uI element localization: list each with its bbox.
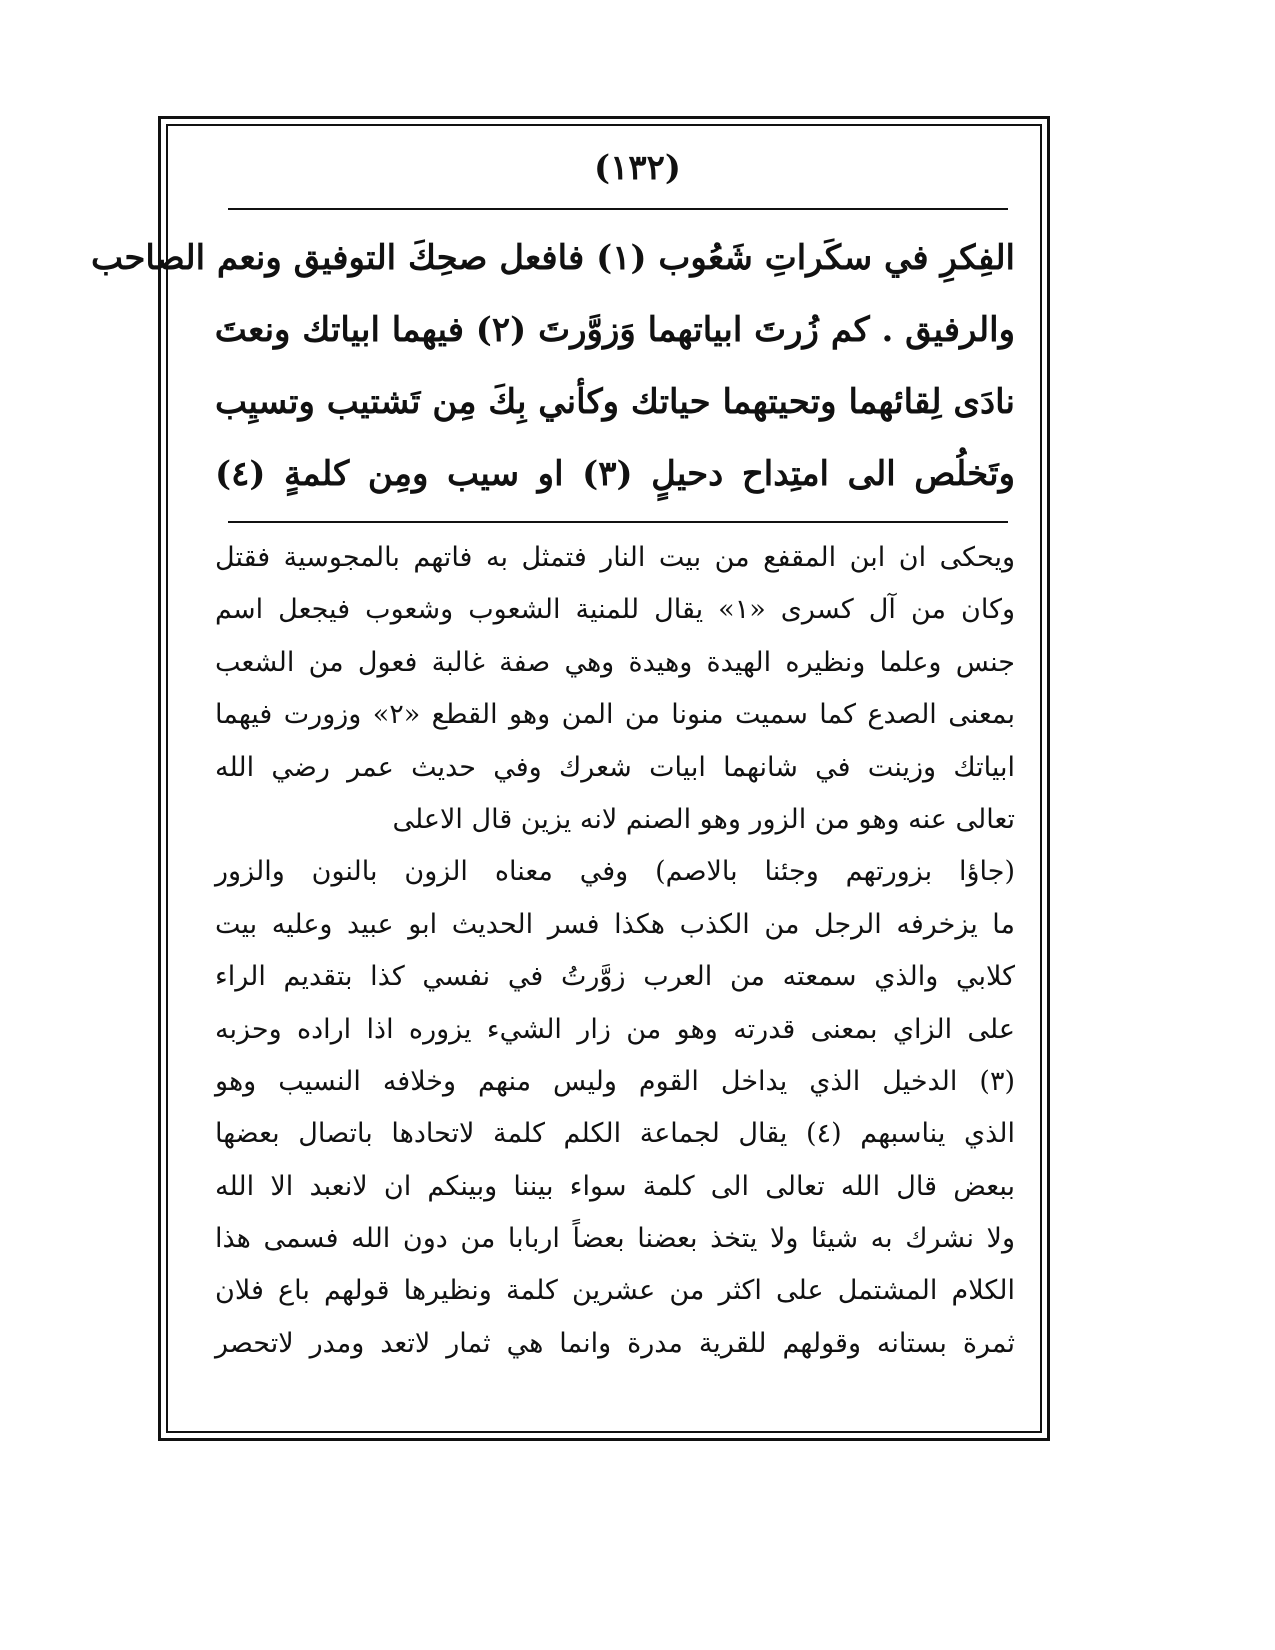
commentary-line: ببعض قال الله تعالى الى كلمة سواء بيننا وبينكم ان لانعبد الا الله [215, 1170, 1015, 1202]
commentary-line: ولا نشرك به شيئا ولا يتخذ بعضنا بعضاً اربابا من دون الله فسمى هذا [215, 1223, 1015, 1255]
poem-line: وتَخلُص الى امتِداح دحيلٍ (٣) او سيب ومِن كلمةٍ (٤) [215, 454, 1015, 494]
commentary-line: ثمرة بستانه وقولهم للقرية مدرة وانما هي ثمار لاتعد ومدر لاتحصر [215, 1327, 1015, 1359]
middle-divider [228, 521, 1008, 523]
poem-line: والرفيق . كم زُرتَ ابياتهما وَزوَّرتَ (٢) فيهما ابياتك ونعتَ [214, 310, 1015, 350]
commentary-line: جنس وعلما ونظيره الهيدة وهيدة وهي صفة غالبة فعول من الشعب [215, 646, 1015, 678]
top-divider [228, 208, 1008, 210]
commentary-line: ابياتك وزينت في شانهما ابيات شعرك وفي حديث عمر رضي الله [215, 751, 1015, 783]
commentary-line: على الزاي بمعنى قدرته وهو من زار الشيء يزوره اذا اراده وحزبه [215, 1013, 1015, 1045]
commentary-line: (جاؤا بزورتهم وجئنا بالاصم) وفي معناه الزون بالنون والزور [215, 856, 1015, 888]
commentary-line: تعالى عنه وهو من الزور وهو الصنم لانه يزين قال الاعلى [392, 803, 1015, 835]
page-number: (١٣٢) [594, 148, 681, 188]
poem-line: نادَى لِقائهما وتحيتهما حياتك وكأني بِكَ مِن تَشتيب وتسيِب [215, 382, 1015, 422]
commentary-text [215, 532, 1015, 1370]
commentary-line: وكان من آل كسرى «١» يقال للمنية الشعوب وشعوب فيجعل اسم [215, 594, 1015, 626]
commentary-line: كلابي والذي سمعته من العرب زوَّرتُ في نفسي كذا بتقديم الراء [215, 961, 1015, 993]
commentary-line: (٣) الدخيل الذي يداخل القوم وليس منهم وخلافه النسيب وهو [215, 1065, 1015, 1097]
commentary-line: ويحكى ان ابن المقفع من بيت النار فتمثل به فاتهم بالمجوسية فقتل [215, 542, 1015, 573]
commentary-line: بمعنى الصدع كما سميت منونا من المن وهو القطع «٢» وزورت فيهما [215, 699, 1016, 731]
poem-text [90, 222, 1015, 510]
commentary-line: ما يزخرفه الرجل من الكذب هكذا فسر الحديث ابو عبيد وعليه بيت [215, 908, 1015, 940]
commentary-line: الذي يناسبهم (٤) يقال لجماعة الكلم كلمة لاتحادها باتصال بعضها [215, 1118, 1015, 1150]
poem-line: الفِكرِ في سكَراتِ شَعُوب (١) فافعل صحِكَ التوفيق ونعم الصاحب [90, 238, 1015, 278]
commentary-line: الكلام المشتمل على اكثر من عشرين كلمة ونظيرها قولهم باع فلان [215, 1275, 1015, 1307]
